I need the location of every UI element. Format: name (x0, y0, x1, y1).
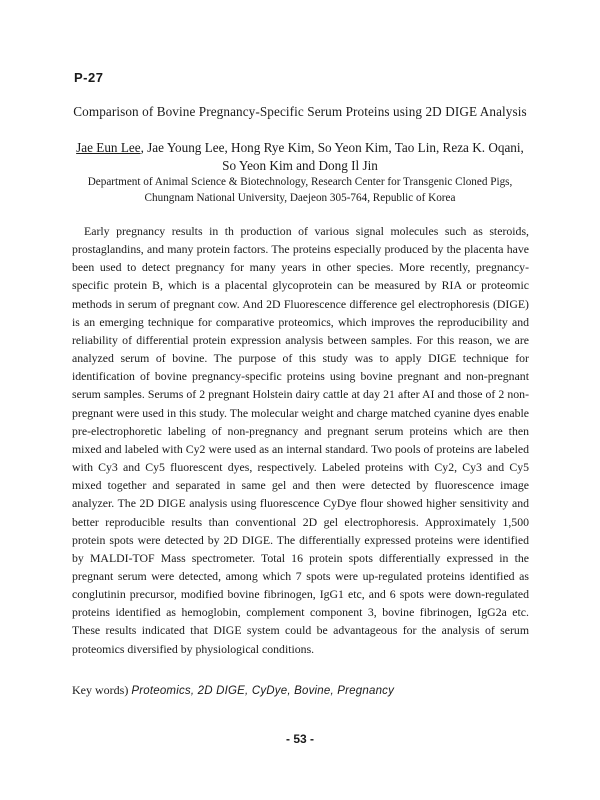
first-author: Jae Eun Lee (76, 140, 141, 155)
poster-id: P-27 (74, 70, 104, 85)
page-number: - 53 - (285, 732, 314, 746)
paper-title: Comparison of Bovine Pregnancy-Specific Serum Proteins using 2D DIGE Analysis (73, 104, 527, 119)
keywords-label: Key words) (72, 683, 129, 697)
affiliation-line-1: Department of Animal Science & Biotechnology, Research Center for Transgenic Cloned Pigs, (87, 176, 513, 188)
affiliation-line-2: Chungnam National University, Daejeon 305-764, Republic of Korea (144, 191, 456, 204)
author-list (70, 139, 530, 175)
affiliation (40, 175, 560, 206)
keywords-terms: Proteomics, 2D DIGE, CyDye, Bovine, Pregnancy (131, 685, 395, 697)
co-authors: , Jae Young Lee, Hong Rye Kim, So Yeon Kim, Tao Lin, Reza K. Oqani, So Yeon Kim and Dong Il Jin (140, 140, 524, 173)
abstract-body: Early pregnancy results in th production of various signal molecules such as steroids, prostaglandins, and many protein factors. The proteins especially produced by the placenta have been used to detect pregnancy for many years in other species. More recently, pregnancy-specific protein B, which is a placental glycoprotein can be measured by RIA or proteomic methods in serum of pregnant cow. And 2D Fluorescence difference gel electrophoresis (DIGE) is an emerging technique for comparative proteomics, which improves the reproducibility and reliability of differential protein expression analysis between samples. For this reason, we are analyzed serum of bovine. The purpose of this study was to apply DIGE technique for identification of bovine pregnancy-specific proteins using bovine pregnant and non-pregnant serum samples. Serums of 2 pregnant Holstein dairy cattle at day 21 after AI and those of 2 non-pregnant were used in this study. The molecular weight and charge matched cyanine dyes enable pre-electrophoretic labeling of non-pregnancy and pregnant serum proteins which are then mixed and labeled with Cy2 were used as an internal standard. Two pools of proteins are labeled with Cy3 and Cy5 fluorescent dyes, respectively. Labeled proteins with Cy2, Cy3 and Cy5 mixed together and separated in same gel and then were detected by fluorescence image analyzer. The 2D DIGE analysis using fluorescence CyDye flour showed higher sensitivity and better reproducible results than conventional 2D gel electrophoresis. Approximately 1,500 protein spots were detected by 2D DIGE. The differentially expressed proteins were identified by MALDI-TOF Mass spectrometer. Total 16 protein spots differentially expressed in the pregnant serum were detected, among which 7 spots were up-regulated proteins identified as conglutinin precursor, modified bovine fibrinogen, IgG1 etc, and 6 spots were down-regulated proteins identified as hemoglobin, complement component 3, bovine fibrinogen, IgG2a etc. These results indicated that DIGE system could be advantageous for the analysis of serum proteomics diversified by physiological conditions. (72, 224, 529, 656)
keywords (72, 683, 394, 698)
